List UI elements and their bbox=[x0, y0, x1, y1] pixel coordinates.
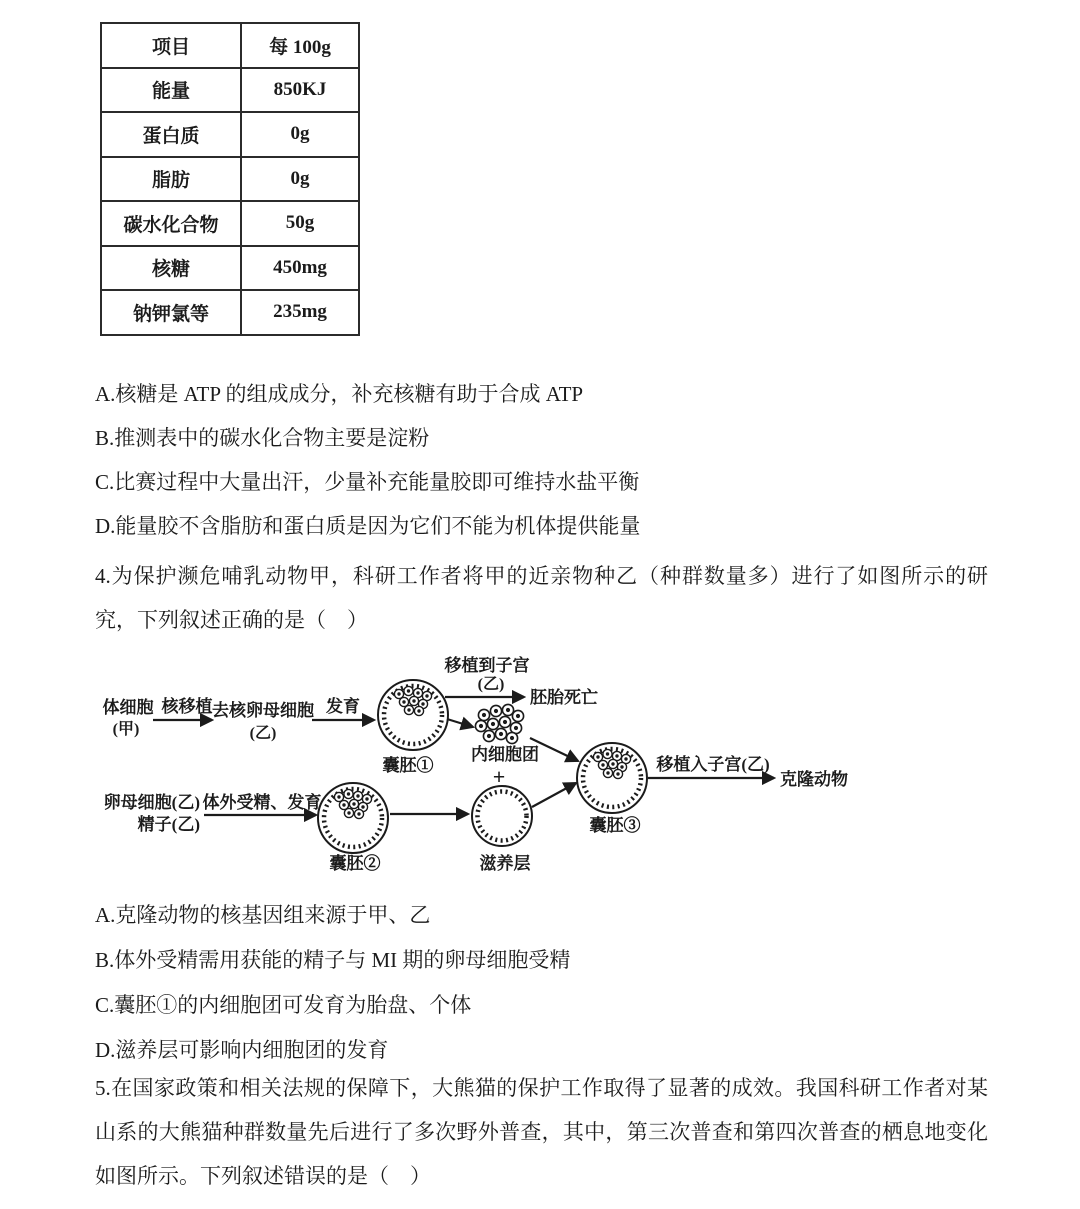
table-row bbox=[101, 290, 359, 335]
table-cell-value: 0g bbox=[241, 157, 359, 202]
table-row bbox=[101, 201, 359, 246]
sperm-label: 精子(乙) bbox=[137, 815, 200, 834]
q4-option-a: A.克隆动物的核基因组来源于甲、乙 bbox=[95, 903, 431, 927]
inner-cell-mass-icon bbox=[475, 704, 523, 743]
table-cell-label: 脂肪 bbox=[101, 157, 241, 202]
q4-options bbox=[95, 893, 570, 1073]
trophoblast-icon bbox=[472, 786, 532, 846]
blastocyst-1-icon bbox=[378, 680, 448, 750]
table-row bbox=[101, 246, 359, 291]
arrow-trophoblast-to-blastocyst3 bbox=[532, 783, 576, 807]
table-row bbox=[101, 157, 359, 202]
blastocyst-1-label: 囊胚① bbox=[382, 756, 434, 775]
develop-label: 发育 bbox=[326, 697, 360, 716]
blastocyst-3-label: 囊胚③ bbox=[589, 816, 641, 835]
enucleated-oocyte-label: 去核卵母细胞 bbox=[212, 701, 314, 720]
trophoblast-label: 滋养层 bbox=[479, 854, 531, 873]
transplant-into-uterus-label: 移植入子宫(乙) bbox=[656, 755, 770, 774]
table-cell-value: 850KJ bbox=[241, 68, 359, 113]
q5-stem: 5.在国家政策和相关法规的保障下，大熊猫的保护工作取得了显著的成效。我国科研工作者对某山系的大熊猫种群数量先后进行了多次野外普查，其中，第三次普查和第四次普查的栖息地变化如图所示。下列叙述错误的是（ ） bbox=[95, 1076, 988, 1188]
q4-option-d: D.滋养层可影响内细胞团的发育 bbox=[95, 1038, 389, 1062]
embryo-death-label: 胚胎死亡 bbox=[530, 688, 598, 707]
transplant-to-uterus-label: 移植到子宫 bbox=[444, 656, 530, 675]
table-row bbox=[101, 68, 359, 113]
transplant-to-uterus-sub-label: (乙) bbox=[477, 676, 505, 693]
blastocyst-2-label: 囊胚② bbox=[329, 854, 381, 873]
q3-option-b: B.推测表中的碳水化合物主要是淀粉 bbox=[95, 426, 430, 450]
oocyte-label: 卵母细胞(乙) bbox=[103, 793, 200, 812]
somatic-cell-sub-label: (甲) bbox=[112, 721, 140, 738]
table-cell-label: 碳水化合物 bbox=[101, 201, 241, 246]
table-header-row bbox=[101, 23, 359, 68]
table-cell-value: 235mg bbox=[241, 290, 359, 335]
arrow-to-inner-cell-mass bbox=[447, 719, 473, 727]
q3-option-d: D.能量胶不含脂肪和蛋白质是因为它们不能为机体提供能量 bbox=[95, 514, 641, 538]
q4-option-b: B.体外受精需用获能的精子与 MI 期的卵母细胞受精 bbox=[95, 948, 571, 972]
plus-sign: + bbox=[492, 764, 506, 789]
cloning-process-diagram bbox=[90, 650, 890, 888]
cloned-animal-label: 克隆动物 bbox=[780, 770, 848, 789]
table-cell-label: 蛋白质 bbox=[101, 112, 241, 157]
q3-options bbox=[95, 372, 640, 548]
nutrition-table bbox=[100, 22, 360, 336]
somatic-cell-label: 体细胞 bbox=[102, 698, 154, 717]
table-cell-label: 钠钾氯等 bbox=[101, 290, 241, 335]
table-header-item: 项目 bbox=[101, 23, 241, 68]
table-cell-value: 0g bbox=[241, 112, 359, 157]
q4-stem: 4.为保护濒危哺乳动物甲，科研工作者将甲的近亲物种乙（种群数量多）进行了如图所示的研究，下列叙述正确的是（ ） bbox=[95, 564, 988, 632]
table-cell-value: 450mg bbox=[241, 246, 359, 291]
nuclear-transfer-label: 核移植 bbox=[161, 697, 213, 716]
ivf-develop-label: 体外受精、发育 bbox=[202, 793, 322, 812]
table-cell-label: 核糖 bbox=[101, 246, 241, 291]
q4-option-c: C.囊胚①的内细胞团可发育为胎盘、个体 bbox=[95, 993, 472, 1017]
blastocyst-2-icon bbox=[318, 783, 388, 853]
inner-cell-mass-label: 内细胞团 bbox=[471, 745, 539, 764]
table-cell-label: 能量 bbox=[101, 68, 241, 113]
q3-option-c: C.比赛过程中大量出汗，少量补充能量胶即可维持水盐平衡 bbox=[95, 470, 640, 494]
enucleated-oocyte-sub-label: (乙) bbox=[249, 725, 277, 742]
table-header-value: 每 100g bbox=[241, 23, 359, 68]
table-row bbox=[101, 112, 359, 157]
blastocyst-3-icon bbox=[577, 743, 647, 813]
q3-option-a: A.核糖是 ATP 的组成成分，补充核糖有助于合成 ATP bbox=[95, 382, 584, 406]
table-cell-value: 50g bbox=[241, 201, 359, 246]
